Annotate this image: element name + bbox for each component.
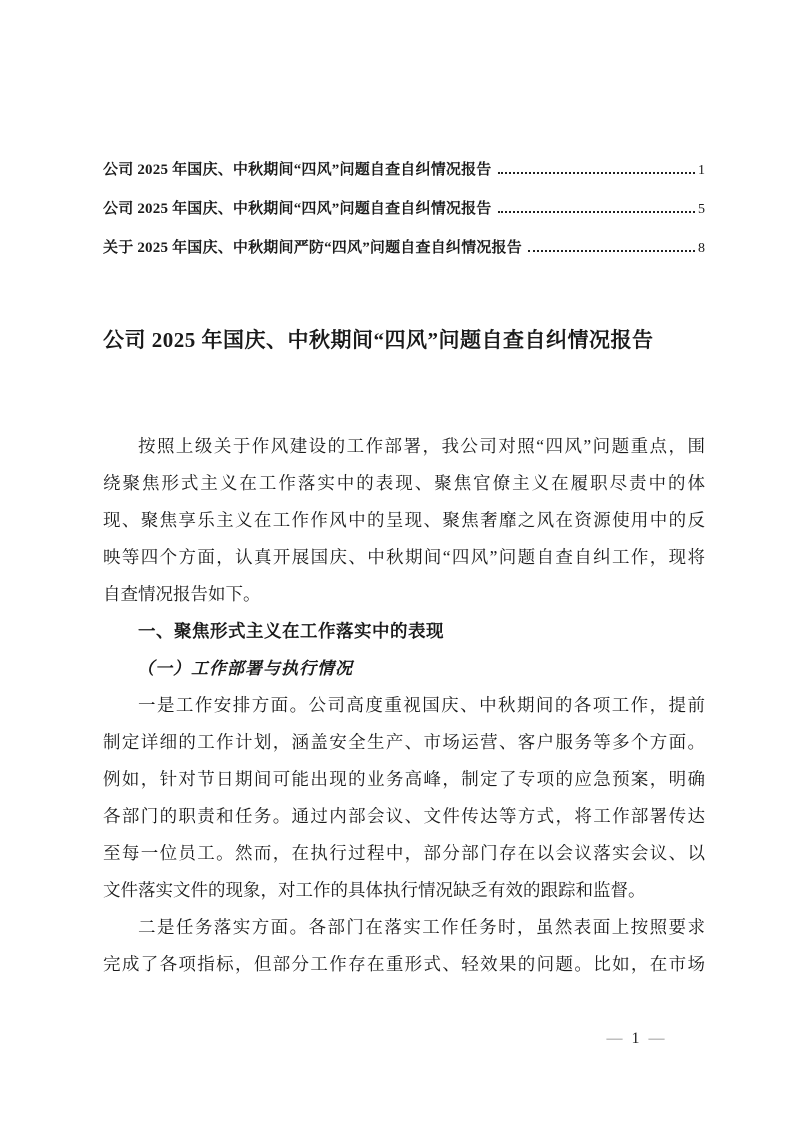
table-of-contents (103, 158, 705, 275)
paragraph-line: 至每一位员工。然而，在执行过程中，部分部门存在以会议落实会议、以 (103, 843, 705, 863)
toc-entry[interactable] (103, 236, 705, 275)
footer-page-number: 1 (631, 1030, 640, 1047)
paragraph-line: 绕聚焦形式主义在工作落实中的表现、聚焦官僚主义在履职尽责中的体 (103, 473, 705, 493)
toc-dot-leader (498, 211, 695, 213)
toc-entry[interactable] (103, 158, 705, 197)
paragraph-line: 二是任务落实方面。各部门在落实工作任务时，虽然表面上按照要求 (138, 917, 705, 937)
toc-page-number: 1 (698, 163, 705, 178)
toc-entry-label: 关于 2025 年国庆、中秋期间严防“四风”问题自查自纠情况报告 (103, 240, 522, 256)
paragraph-line: 制定详细的工作计划，涵盖安全生产、市场运营、客户服务等多个方面。 (103, 732, 705, 752)
toc-entry-label: 公司 2025 年国庆、中秋期间“四风”问题自查自纠情况报告 (103, 162, 492, 178)
paragraph-line: 现、聚焦享乐主义在工作作风中的呈现、聚焦奢靡之风在资源使用中的反 (103, 510, 705, 530)
footer-dash-right: — (648, 1030, 665, 1047)
paragraph-line: 文件落实文件的现象，对工作的具体执行情况缺乏有效的跟踪和监督。 (103, 880, 646, 900)
toc-entry[interactable] (103, 197, 705, 236)
paragraph-line: 各部门的职责和任务。通过内部会议、文件传达等方式，将工作部署传达 (103, 806, 705, 826)
toc-page-number: 5 (698, 202, 705, 217)
paragraph-line: 映等四个方面，认真开展国庆、中秋期间“四风”问题自查自纠工作，现将 (103, 547, 705, 567)
page-number-footer (588, 1028, 683, 1050)
toc-page-number: 8 (698, 241, 705, 256)
paragraph-line: 自查情况报告如下。 (103, 584, 261, 604)
footer-dash-left: — (606, 1030, 623, 1047)
paragraph-line: 完成了各项指标，但部分工作存在重形式、轻效果的问题。比如，在市场 (103, 954, 705, 974)
toc-dot-leader (528, 250, 695, 252)
toc-dot-leader (498, 172, 695, 174)
paragraph-line: 例如，针对节日期间可能出现的业务高峰，制定了专项的应急预案，明确 (103, 769, 705, 789)
subsection-heading: （一）工作部署与执行情况 (137, 659, 353, 678)
document-body (103, 428, 705, 983)
document-title: 公司 2025 年国庆、中秋期间“四风”问题自查自纠情况报告 (103, 328, 654, 352)
paragraph-line: 按照上级关于作风建设的工作部署，我公司对照“四风”问题重点，围 (138, 436, 705, 456)
toc-entry-label: 公司 2025 年国庆、中秋期间“四风”问题自查自纠情况报告 (103, 201, 492, 217)
paragraph-line: 一是工作安排方面。公司高度重视国庆、中秋期间的各项工作，提前 (138, 695, 705, 715)
section-heading: 一、聚焦形式主义在工作落实中的表现 (138, 621, 444, 641)
